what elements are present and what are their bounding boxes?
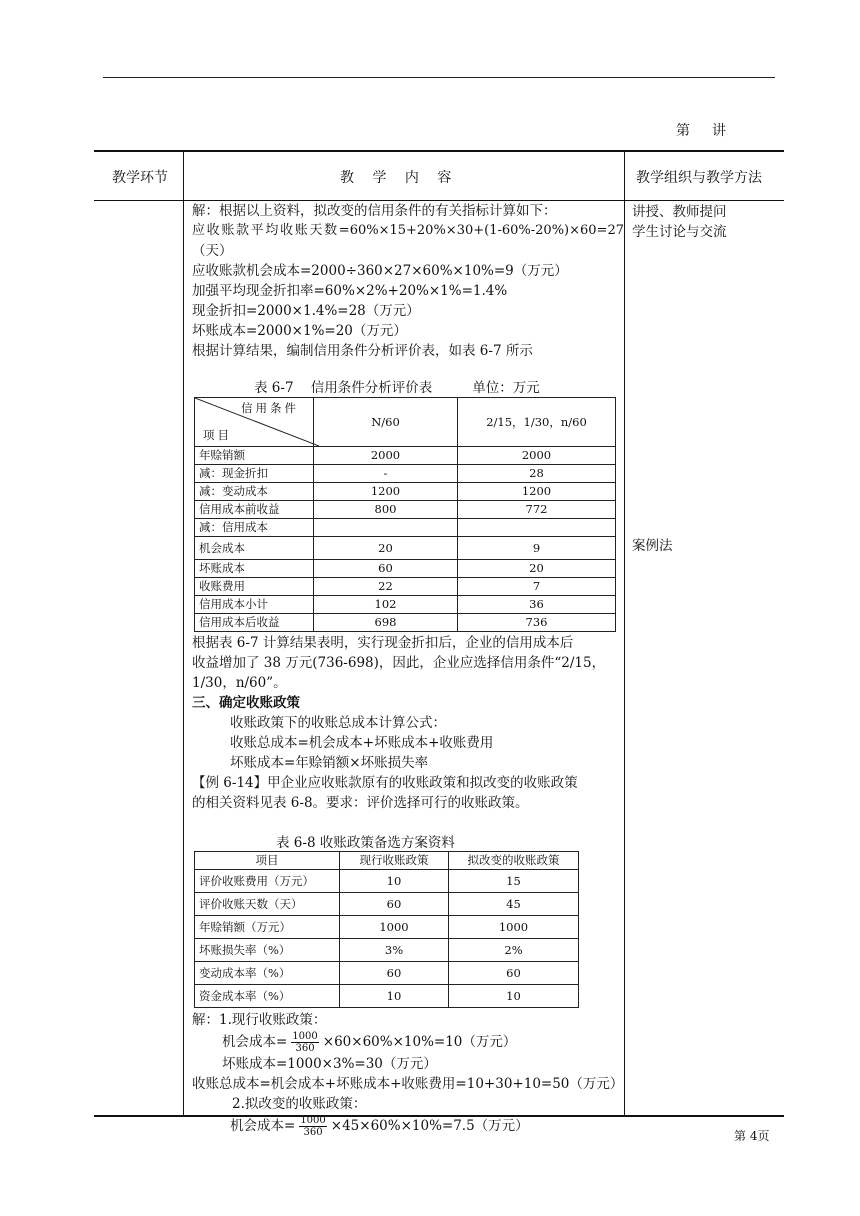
formula-label: 机会成本=	[230, 1118, 296, 1134]
diagonal-top-label: 信用条件	[241, 401, 299, 415]
text-line: 解：1.现行收账政策：	[192, 1012, 327, 1028]
value-cell: 10	[449, 985, 579, 1008]
text-line: 1/30，n/60”。	[192, 675, 287, 691]
row-label-cell: 变动成本率（%）	[195, 962, 340, 985]
column-divider-1	[183, 151, 184, 1115]
value-cell: 1200	[458, 483, 616, 501]
column-divider-2	[624, 151, 625, 1115]
row-label-cell: 坏账损失率（%）	[195, 939, 340, 962]
table-row	[195, 560, 616, 578]
value-cell: 1000	[449, 916, 579, 939]
row-label-cell: 评价收账天数（天）	[195, 893, 340, 916]
text-line: 2.拟改变的收账政策：	[232, 1096, 367, 1112]
row-label-cell: 机会成本	[195, 537, 314, 560]
table-row	[195, 852, 579, 870]
value-cell: 2%	[449, 939, 579, 962]
table-row	[195, 537, 616, 560]
value-cell: 15	[449, 870, 579, 893]
column-header-stage: 教学环节	[112, 170, 168, 186]
row-label-cell: 减：变动成本	[195, 483, 314, 501]
text-line: 坏账成本=年赊销额×坏账损失率	[230, 755, 429, 771]
table-row	[195, 398, 616, 447]
value-cell: 1000	[340, 916, 449, 939]
table-row	[195, 501, 616, 519]
text-line: 的相关资料见表 6-8。要求：评价选择可行的收账政策。	[192, 795, 529, 811]
lecture-label	[676, 120, 726, 140]
text-line: 坏账成本=2000×1%=20（万元）	[192, 323, 407, 339]
column-header: 项目	[195, 852, 340, 870]
column-header: 现行收账政策	[340, 852, 449, 870]
value-cell: 60	[449, 962, 579, 985]
lecture-prefix: 第	[676, 123, 690, 139]
table-row	[195, 596, 616, 614]
value-cell: 9	[458, 537, 616, 560]
table-row	[195, 985, 579, 1008]
method-case: 案例法	[632, 538, 673, 554]
fraction-denominator: 360	[303, 1127, 323, 1138]
table-row	[195, 447, 616, 465]
fraction	[299, 1115, 326, 1138]
formula-line	[192, 1114, 624, 1138]
value-cell: 45	[449, 893, 579, 916]
text-line: （天）	[192, 243, 233, 259]
header-rule	[103, 77, 775, 78]
row-label-cell: 年赊销额	[195, 447, 314, 465]
value-cell: 3%	[340, 939, 449, 962]
lecture-suffix: 讲	[712, 123, 726, 139]
table-top-border	[94, 150, 784, 152]
row-label-cell: 减：现金折扣	[195, 465, 314, 483]
text-line: 根据计算结果，编制信用条件分析评价表，如表 6-7 所示	[192, 343, 533, 359]
text-line: 收益增加了 38 万元(736-698)，因此，企业应选择信用条件“2/15，	[192, 655, 606, 671]
table-row	[195, 578, 616, 596]
row-label-cell: 信用成本前收益	[195, 501, 314, 519]
text-line: 收账总成本=机会成本+坏账成本+收账费用=10+30+10=50（万元）	[192, 1076, 624, 1092]
value-cell: 800	[314, 501, 458, 519]
value-cell: 28	[458, 465, 616, 483]
value-cell	[458, 519, 616, 537]
table-row	[195, 519, 616, 537]
section-heading: 三、确定收账政策	[192, 695, 300, 711]
value-cell: 736	[458, 614, 616, 632]
table-6-7	[194, 397, 616, 632]
page-number: 第 4页	[734, 1129, 770, 1143]
fraction-numerator: 1000	[300, 1115, 326, 1126]
formula-line	[192, 1030, 624, 1054]
column-header: 2/15，1/30，n/60	[458, 398, 616, 447]
row-label-cell: 坏账成本	[195, 560, 314, 578]
text-line: 坏账成本=1000×3%=30（万元）	[222, 1056, 437, 1072]
table-row	[195, 916, 579, 939]
diagonal-header-cell	[195, 398, 314, 447]
diagonal-bottom-label: 项目	[203, 428, 232, 442]
table-row	[195, 939, 579, 962]
table-row	[195, 465, 616, 483]
value-cell: 102	[314, 596, 458, 614]
table-6-7-caption	[192, 378, 624, 397]
value-cell: 698	[314, 614, 458, 632]
table-row	[195, 870, 579, 893]
value-cell: 2000	[458, 447, 616, 465]
row-label-cell: 年赊销额（万元）	[195, 916, 340, 939]
value-cell: -	[314, 465, 458, 483]
fraction	[291, 1031, 318, 1054]
method-lecture: 讲授、教师提问	[632, 204, 727, 220]
value-cell: 10	[340, 985, 449, 1008]
column-header: N/60	[314, 398, 458, 447]
column-header-method: 教学组织与教学方法	[636, 170, 762, 186]
text-line: 应收账款平均收账天数=60%×15+20%×30+(1-60%-20%)×60=27	[192, 223, 624, 238]
table-row	[195, 893, 579, 916]
text-line: 应收账款机会成本=2000÷360×27×60%×10%=9（万元）	[192, 263, 568, 279]
formula-rest: ×45×60%×10%=7.5（万元）	[330, 1118, 529, 1134]
row-label-cell: 信用成本后收益	[195, 614, 314, 632]
formula-rest: ×60×60%×10%=10（万元）	[322, 1034, 517, 1050]
text-line: 【例 6-14】甲企业应收账款原有的收账政策和拟改变的收账政策	[192, 775, 578, 791]
text-line: 根据表 6-7 计算结果表明，实行现金折扣后，企业的信用成本后	[192, 635, 574, 651]
value-cell: 772	[458, 501, 616, 519]
value-cell: 20	[314, 537, 458, 560]
column-header-content: 教 学 内 容	[340, 170, 452, 186]
value-cell: 60	[340, 893, 449, 916]
value-cell: 10	[340, 870, 449, 893]
table-row	[195, 614, 616, 632]
table-row	[195, 483, 616, 501]
value-cell: 60	[340, 962, 449, 985]
table-6-8	[194, 851, 579, 1008]
text-line: 加强平均现金折扣率=60%×2%+20%×1%=1.4%	[192, 283, 508, 299]
formula-label: 机会成本=	[222, 1034, 288, 1050]
lesson-content	[192, 201, 624, 1138]
table-6-8-caption: 表 6-8 收账政策备选方案资料	[276, 835, 455, 851]
table-6-7-unit: 单位：万元	[472, 380, 540, 396]
text-line: 解：根据以上资料，拟改变的信用条件的有关指标计算如下：	[192, 203, 557, 219]
table-6-7-title: 表 6-7 信用条件分析评价表	[254, 380, 433, 396]
row-label-cell: 收账费用	[195, 578, 314, 596]
row-label-cell: 减：信用成本	[195, 519, 314, 537]
row-label-cell: 资金成本率（%）	[195, 985, 340, 1008]
value-cell	[314, 519, 458, 537]
fraction-denominator: 360	[295, 1043, 315, 1054]
value-cell: 7	[458, 578, 616, 596]
text-line: 收账政策下的收账总成本计算公式：	[230, 715, 446, 731]
row-label-cell: 评价收账费用（万元）	[195, 870, 340, 893]
value-cell: 2000	[314, 447, 458, 465]
value-cell: 20	[458, 560, 616, 578]
method-discussion: 学生讨论与交流	[632, 224, 727, 240]
text-line: 现金折扣=2000×1.4%=28（万元）	[192, 303, 420, 319]
fraction-numerator: 1000	[292, 1031, 318, 1042]
text-line: 收账总成本=机会成本+坏账成本+收账费用	[230, 735, 494, 751]
column-header: 拟改变的收账政策	[449, 852, 579, 870]
row-label-cell: 信用成本小计	[195, 596, 314, 614]
value-cell: 22	[314, 578, 458, 596]
value-cell: 36	[458, 596, 616, 614]
value-cell: 1200	[314, 483, 458, 501]
table-row	[195, 962, 579, 985]
value-cell: 60	[314, 560, 458, 578]
